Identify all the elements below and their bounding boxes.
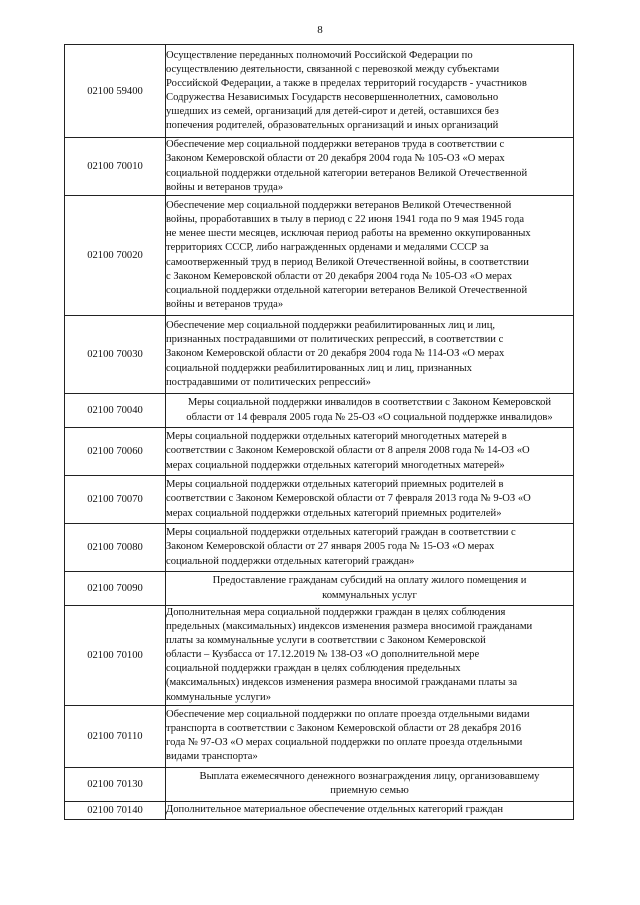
description-line: социальной поддержки реабилитированных лиц и лиц, признанных bbox=[166, 362, 472, 374]
description-line: признанных пострадавшими от политических репрессий, в соответствии с bbox=[166, 334, 504, 346]
description-line: соответствии с Законом Кемеровской области от 8 апреля 2008 года № 14-ОЗ «О bbox=[166, 445, 530, 457]
classification-code: 02100 59400 bbox=[65, 45, 166, 138]
description-line: соответствии с Законом Кемеровской области от 7 февраля 2013 года № 9-ОЗ «О bbox=[166, 493, 531, 505]
description-line: области от 14 февраля 2005 года № 25-ОЗ «О социальной поддержке инвалидов» bbox=[186, 411, 553, 423]
description-line: войны и ветеранов труда» bbox=[166, 181, 284, 193]
description-line: (максимальных) индексов изменения размера вносимой гражданами платы за bbox=[166, 677, 518, 689]
description-line: социальной поддержки отдельных категорий граждан» bbox=[166, 555, 415, 567]
description-line: Выплата ежемесячного денежного вознаграждения лицу, организовавшему bbox=[199, 771, 540, 783]
table-row bbox=[65, 394, 574, 428]
description-line: пострадавшими от политических репрессий» bbox=[166, 376, 371, 388]
description-line: Дополнительное материальное обеспечение отдельных категорий граждан bbox=[166, 804, 504, 816]
description-line: Обеспечение мер социальной поддержки реабилитированных лиц и лиц, bbox=[166, 320, 496, 332]
classification-code: 02100 70020 bbox=[65, 196, 166, 316]
classification-code: 02100 70040 bbox=[65, 394, 166, 428]
table-row bbox=[65, 428, 574, 476]
expense-description bbox=[166, 572, 574, 606]
description-line: Обеспечение мер социальной поддержки по оплате проезда отдельными видами bbox=[166, 708, 530, 720]
classification-code: 02100 70070 bbox=[65, 476, 166, 524]
description-line: не менее шести месяцев, исключая период работы на временно оккупированных bbox=[166, 228, 531, 240]
table-row bbox=[65, 196, 574, 316]
table-row bbox=[65, 476, 574, 524]
description-line: попечения родителей, образовательных организаций и иных организаций bbox=[166, 120, 499, 132]
table-row bbox=[65, 316, 574, 394]
description-line: с Законом Кемеровской области от 20 декабря 2004 года № 105-ОЗ «О мерах bbox=[166, 270, 513, 282]
classification-code: 02100 70080 bbox=[65, 524, 166, 572]
expense-description bbox=[166, 476, 574, 524]
expense-description bbox=[166, 428, 574, 476]
classification-code: 02100 70090 bbox=[65, 572, 166, 606]
expense-description bbox=[166, 524, 574, 572]
table-row bbox=[65, 606, 574, 706]
description-line: войны, проработавших в тылу в период с 22 июня 1941 года по 9 мая 1945 года bbox=[166, 214, 525, 226]
table-row bbox=[65, 705, 574, 767]
expense-description bbox=[166, 767, 574, 801]
description-line: Обеспечение мер социальной поддержки ветеранов труда в соответствии с bbox=[166, 139, 505, 151]
description-line: Законом Кемеровской области от 20 декабря 2004 года № 105-ОЗ «О мерах bbox=[166, 153, 505, 165]
description-line: самоотверженный труд в период Великой Отечественной войны, в соответствии bbox=[166, 256, 529, 268]
description-line: Меры социальной поддержки отдельных категорий граждан в соответствии с bbox=[166, 527, 516, 539]
description-line: осуществлению деятельности, связанной с перевозкой между субъектами bbox=[166, 63, 500, 75]
description-line: социальной поддержки граждан в целях соблюдения предельных bbox=[166, 663, 461, 675]
description-line: приемную семью bbox=[330, 785, 409, 797]
page-number: 8 bbox=[317, 24, 323, 36]
description-line: мерах социальной поддержки отдельных категорий многодетных матерей» bbox=[166, 459, 505, 471]
description-line: ушедших из семей, организаций для детей-сирот и детей, оставшихся без bbox=[166, 106, 499, 118]
description-line: Дополнительная мера социальной поддержки граждан в целях соблюдения bbox=[166, 607, 506, 618]
expense-description bbox=[166, 801, 574, 819]
expense-description bbox=[166, 316, 574, 394]
expense-description bbox=[166, 196, 574, 316]
description-line: войны и ветеранов труда» bbox=[166, 298, 284, 310]
expense-description bbox=[166, 394, 574, 428]
description-line: Меры социальной поддержки отдельных категорий многодетных матерей в bbox=[166, 431, 507, 443]
table-row bbox=[65, 524, 574, 572]
description-line: предельных (максимальных) индексов изменения размера вносимой гражданами bbox=[166, 621, 533, 633]
table-row bbox=[65, 572, 574, 606]
classification-code: 02100 70130 bbox=[65, 767, 166, 801]
table-row bbox=[65, 138, 574, 196]
description-line: года № 97-ОЗ «О мерах социальной поддержки по оплате проезда отдельными bbox=[166, 737, 523, 749]
description-line: Законом Кемеровской области от 27 января 2005 года № 15-ОЗ «О мерах bbox=[166, 541, 495, 553]
description-line: Осуществление переданных полномочий Российской Федерации по bbox=[166, 49, 473, 61]
classification-code: 02100 70060 bbox=[65, 428, 166, 476]
description-line: видами транспорта» bbox=[166, 751, 258, 763]
table-row bbox=[65, 45, 574, 138]
description-line: области – Кузбасса от 17.12.2019 № 138-ОЗ «О дополнительной мере bbox=[166, 649, 480, 661]
expense-description bbox=[166, 705, 574, 767]
expense-description bbox=[166, 45, 574, 138]
description-line: Законом Кемеровской области от 20 декабря 2004 года № 114-ОЗ «О мерах bbox=[166, 348, 505, 360]
description-line: Меры социальной поддержки отдельных категорий приемных родителей в bbox=[166, 479, 504, 491]
description-line: социальной поддержки отдельной категории ветеранов Великой Отечественной bbox=[166, 167, 528, 179]
classification-code: 02100 70140 bbox=[65, 801, 166, 819]
description-line: мерах социальной поддержки отдельных категорий приемных родителей» bbox=[166, 507, 502, 519]
description-line: территориях СССР, либо награжденных орденами и медалями СССР за bbox=[166, 242, 489, 254]
table-row bbox=[65, 767, 574, 801]
description-line: Меры социальной поддержки инвалидов в соответствии с Законом Кемеровской bbox=[187, 397, 552, 409]
budget-classification-table bbox=[64, 44, 574, 820]
table-body bbox=[65, 45, 574, 820]
description-line: транспорта в соответствии с Законом Кемеровской области от 28 декабря 2016 bbox=[166, 723, 522, 735]
classification-code: 02100 70100 bbox=[65, 606, 166, 706]
description-line: Содружества Независимых Государств несовершеннолетних, самовольно bbox=[166, 92, 499, 103]
classification-code: 02100 70030 bbox=[65, 316, 166, 394]
description-line: Российской Федерации, а также в пределах территорий государств - участников bbox=[166, 77, 527, 89]
expense-description bbox=[166, 606, 574, 706]
description-line: коммунальные услуги» bbox=[166, 691, 272, 703]
classification-code: 02100 70010 bbox=[65, 138, 166, 196]
description-line: коммунальных услуг bbox=[322, 589, 417, 601]
classification-code: 02100 70110 bbox=[65, 705, 166, 767]
description-line: Обеспечение мер социальной поддержки ветеранов Великой Отечественной bbox=[166, 200, 512, 212]
description-line: социальной поддержки отдельной категории ветеранов Великой Отечественной bbox=[166, 284, 528, 296]
expense-description bbox=[166, 138, 574, 196]
table-row bbox=[65, 801, 574, 819]
description-line: платы за коммунальные услуги в соответствии с Законом Кемеровской bbox=[166, 635, 486, 647]
description-line: Предоставление гражданам субсидий на оплату жилого помещения и bbox=[212, 575, 527, 587]
